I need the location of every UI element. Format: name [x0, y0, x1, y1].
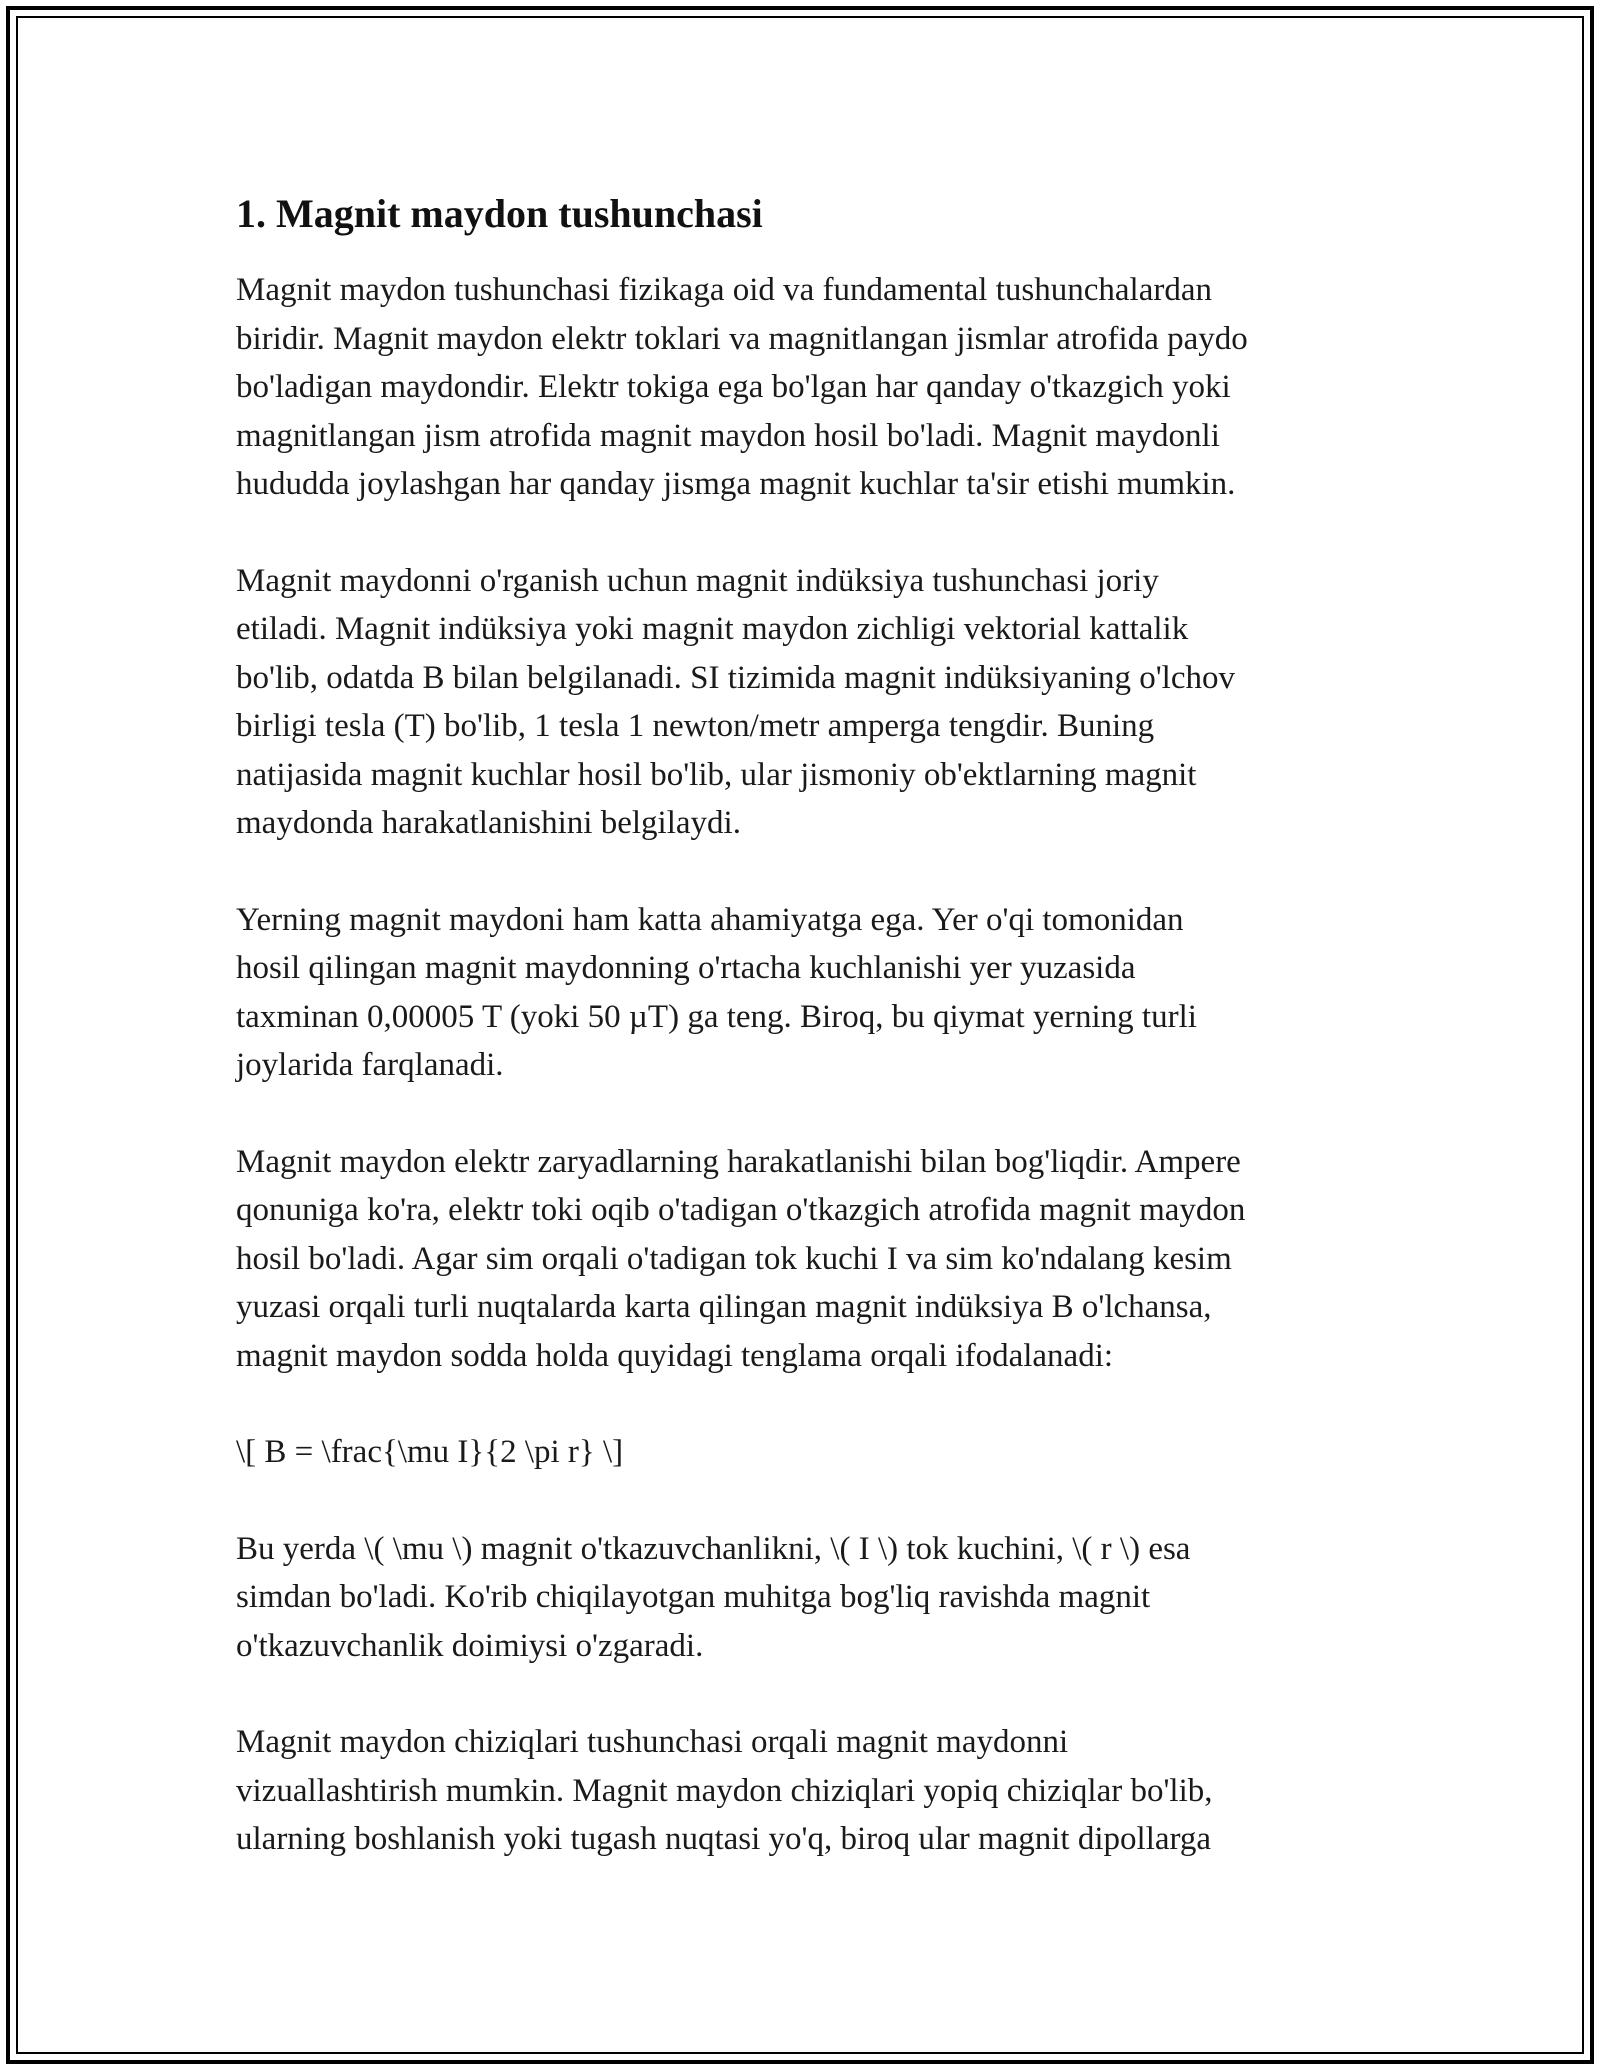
text-line: etiladi. Magnit indüksiya yoki magnit maydon zichligi vektorial kattalik [236, 611, 1189, 647]
paragraph [236, 1138, 1366, 1381]
text-line: taxminan 0,00005 T (yoki 50 µT) ga teng. Biroq, bu qiymat yerning turli [236, 998, 1197, 1035]
paragraph [236, 557, 1366, 848]
paragraph [236, 896, 1366, 1090]
text-line: Yerning magnit maydoni ham katta ahamiyatga ega. Yer o'qi tomonidan [236, 901, 1184, 938]
text-line: bo'lib, odatda B bilan belgilanadi. SI tizimida magnit indüksiyaning o'lchov [236, 659, 1235, 696]
text-line: qonuniga ko'ra, elektr toki oqib o'tadigan o'tkazgich atrofida magnit maydon [236, 1192, 1246, 1228]
text-line: yuzasi orqali turli nuqtalarda karta qilingan magnit indüksiya B o'lchansa, [236, 1289, 1212, 1325]
text-line: Magnit maydon elektr zaryadlarning harakatlanishi bilan bog'liqdir. Ampere [236, 1143, 1241, 1180]
text-line: hosil bo'ladi. Agar sim orqali o'tadigan tok kuchi I va sim ko'ndalang kesim [236, 1240, 1232, 1277]
text-line: ularning boshlanish yoki tugash nuqtasi yo'q, biroq ular magnit dipollarga [236, 1821, 1212, 1857]
text-line: birligi tesla (T) bo'lib, 1 tesla 1 newton/metr amperga tengdir. Buning [236, 708, 1155, 744]
text-line: hududda joylashgan har qanday jismga magnit kuchlar ta'sir etishi mumkin. [236, 466, 1236, 502]
text-line: natijasida magnit kuchlar hosil bo'lib, ular jismoniy ob'ektlarning magnit [236, 756, 1197, 793]
text-line: Magnit maydon tushunchasi fizikaga oid va fundamental tushunchalardan [236, 272, 1212, 308]
text-line: biridir. Magnit maydon elektr toklari va magnitlangan jismlar atrofida paydo [236, 320, 1248, 357]
text-line: Bu yerda \( \mu \) magnit o'tkazuvchanlikni, \( I \) tok kuchini, \( r \) esa [236, 1530, 1191, 1567]
text-line: bo'ladigan maydondir. Elektr tokiga ega bo'lgan har qanday o'tkazgich yoki [236, 369, 1231, 405]
text-line: Magnit maydon chiziqlari tushunchasi orqali magnit maydonni [236, 1724, 1069, 1760]
text-line: magnit maydon sodda holda quyidagi tenglama orqali ifodalanadi: [236, 1337, 1114, 1374]
paragraph-list [236, 266, 1366, 1864]
text-line: Magnit maydonni o'rganish uchun magnit indüksiya tushunchasi joriy [236, 562, 1159, 599]
paragraph [236, 1525, 1366, 1671]
document-body [236, 182, 1366, 1912]
text-line: magnitlangan jism atrofida magnit maydon hosil bo'ladi. Magnit maydonli [236, 417, 1220, 454]
text-line: hosil qilingan magnit maydonning o'rtacha kuchlanishi yer yuzasida [236, 950, 1136, 986]
paragraph [236, 266, 1366, 509]
section-heading: 1. Magnit maydon tushunchasi [236, 191, 763, 236]
text-line: maydonda harakatlanishini belgilaydi. [236, 805, 741, 841]
paragraph [236, 1428, 1366, 1477]
paragraph [236, 1718, 1366, 1864]
text-line: vizuallashtirish mumkin. Magnit maydon chiziqlari yopiq chiziqlar bo'lib, [236, 1772, 1213, 1809]
text-line: joylarida farqlanadi. [236, 1047, 504, 1083]
text-line: simdan bo'ladi. Ko'rib chiqilayotgan muhitga bog'liq ravishda magnit [236, 1579, 1151, 1615]
text-line: o'tkazuvchanlik doimiysi o'zgaradi. [236, 1627, 704, 1664]
text-line: \[ B = \frac{\mu I}{2 \pi r} \] [236, 1434, 624, 1470]
